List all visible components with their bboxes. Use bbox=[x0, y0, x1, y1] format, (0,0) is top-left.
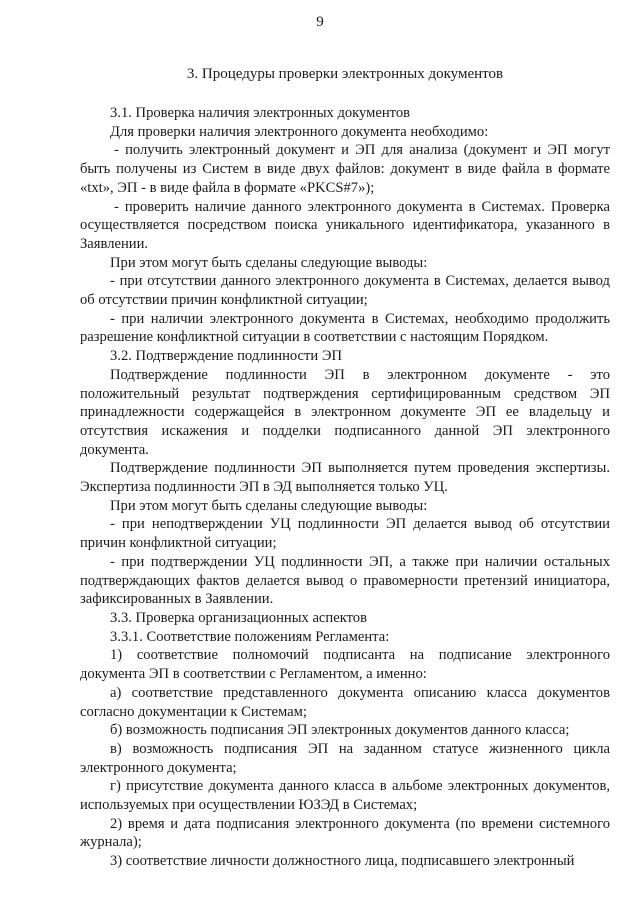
list-item: - при подтверждении УЦ подлинности ЭП, а также при наличии остальных подтверждающих фактов делается вывод о правомерности претензий инициатора, зафиксированных в Заявлении. bbox=[80, 553, 610, 608]
paragraph: Подтверждение подлинности ЭП выполняется путем проведения экспертизы. Экспертиза подлинности ЭП в ЭД выполняется только УЦ. bbox=[80, 460, 610, 496]
list-item: 1) соответствие полномочий подписанта на подписание электронного документа ЭП в соответствии с Регламентом, а именно: bbox=[80, 647, 610, 683]
list-item: 2) время и дата подписания электронного документа (по времени системного журнала); bbox=[80, 815, 610, 851]
paragraph: Подтверждение подлинности ЭП в электронном документе - это положительный результат подтверждения сертифицированным средством ЭП принадлежности содержащейся в электронном документе ЭП ее владельцу и отсутствия искажения и подделки подписанного данной ЭП электронного документа. bbox=[80, 366, 610, 458]
list-item: б) возможность подписания ЭП электронных документов данного класса; bbox=[110, 722, 570, 739]
subsection-heading: 3.2. Подтверждение подлинности ЭП bbox=[110, 348, 343, 365]
subsection-heading: 3.3. Проверка организационных аспектов bbox=[110, 609, 367, 626]
list-item: - при неподтверждении УЦ подлинности ЭП делается вывод об отсутствии причин конфликтной ситуации; bbox=[80, 516, 610, 552]
list-item: в) возможность подписания ЭП на заданном статусе жизненного цикла электронного документа; bbox=[80, 740, 610, 776]
paragraph: При этом могут быть сделаны следующие выводы: bbox=[110, 254, 428, 271]
paragraph: При этом могут быть сделаны следующие выводы: bbox=[110, 497, 428, 514]
document-body bbox=[80, 104, 610, 871]
list-item: - проверить наличие данного электронного документа в Системах. Проверка осуществляется посредством поиска уникального идентификатора, указанного в Заявлении. bbox=[80, 198, 610, 252]
list-item: а) соответствие представленного документа описанию класса документов согласно документации к Системам; bbox=[80, 684, 610, 720]
section-heading: 3. Процедуры проверки электронных документов bbox=[186, 66, 504, 82]
list-item: - при наличии электронного документа в Системах, необходимо продолжить разрешение конфликтной ситуации в соответствии с настоящим Порядком. bbox=[80, 310, 610, 346]
list-item: 3) соответствие личности должностного лица, подписавшего электронный bbox=[110, 853, 575, 870]
list-item: г) присутствие документа данного класса в альбоме электронных документов, используемых при осуществлении ЮЗЭД в Системах; bbox=[80, 778, 610, 814]
page-number: 9 bbox=[316, 14, 324, 30]
paragraph: Для проверки наличия электронного документа необходимо: bbox=[110, 123, 489, 140]
list-item: - при отсутствии данного электронного документа в Системах, делается вывод об отсутствии причин конфликтной ситуации; bbox=[80, 273, 610, 309]
subsection-heading: 3.1. Проверка наличия электронных документов bbox=[110, 105, 411, 121]
subsection-heading: 3.3.1. Соответствие положениям Регламента: bbox=[110, 628, 390, 645]
list-item: - получить электронный документ и ЭП для анализа (документ и ЭП могут быть получены из Систем в виде двух файлов: документ в виде файла в формате «txt», ЭП - в виде файла в формате «PKCS#7»); bbox=[80, 142, 610, 196]
